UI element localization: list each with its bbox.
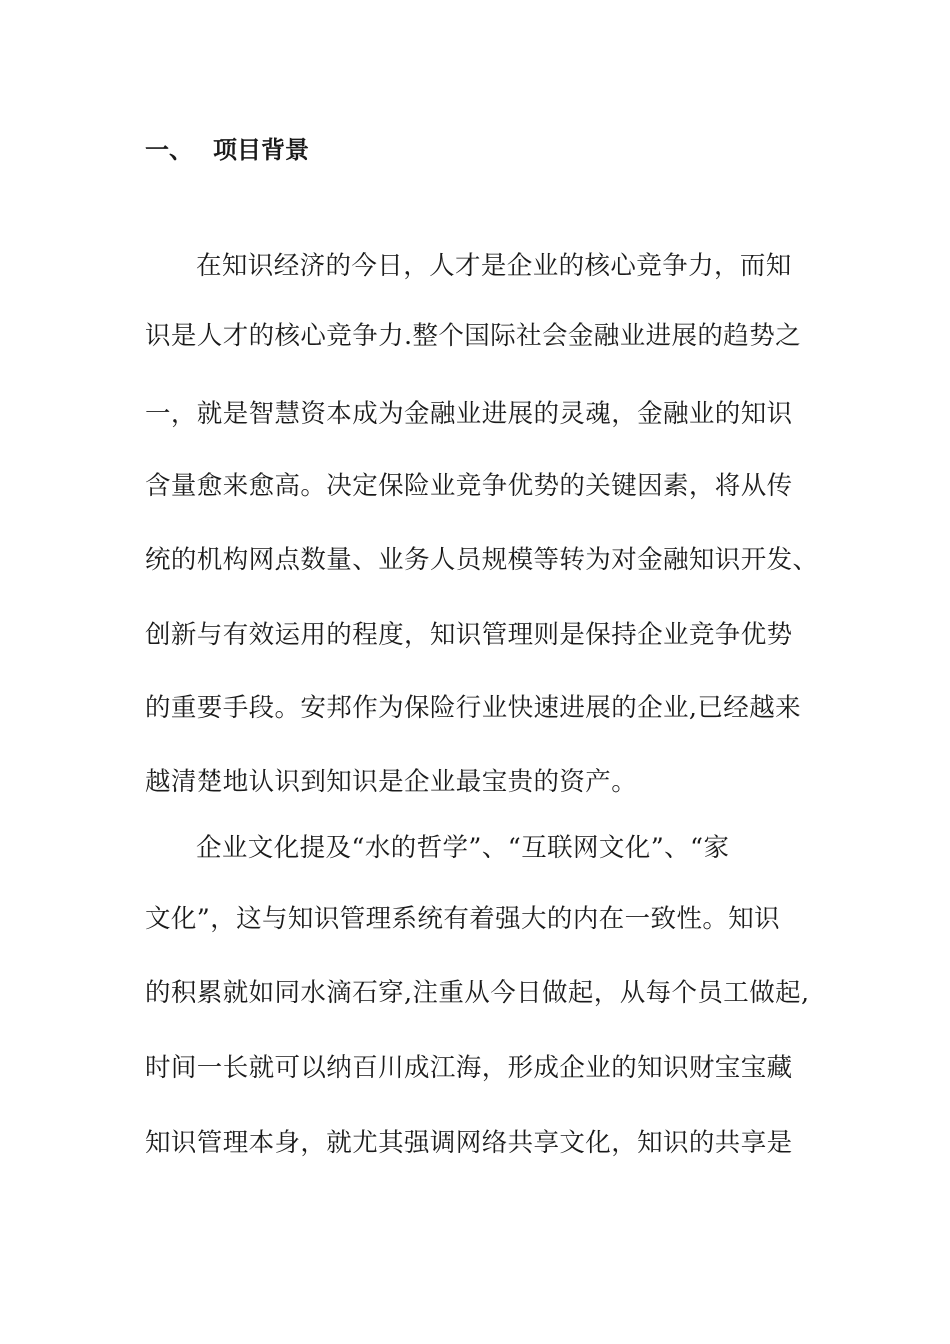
paragraph-1-line-8: 越清楚地认识到知识是企业最宝贵的资产。 bbox=[145, 767, 638, 797]
paragraph-2-line-5: 知识管理本身，就尤其强调网络共享文化，知识的共享是 bbox=[145, 1128, 793, 1158]
paragraph-2-line-1: 企业文化提及“水的哲学”、“互联网文化”、“家 bbox=[196, 833, 730, 863]
paragraph-2-line-4: 时间一长就可以纳百川成江海，形成企业的知识财宝宝藏 bbox=[145, 1053, 793, 1083]
paragraph-1-line-2: 识是人才的核心竞争力.整个国际社会金融业进展的趋势之 bbox=[145, 321, 802, 351]
paragraph-2-line-2: 文化”，这与知识管理系统有着强大的内在一致性。知识 bbox=[145, 904, 781, 934]
paragraph-1-line-4: 含量愈来愈高。决定保险业竞争优势的关键因素，将从传 bbox=[145, 471, 793, 501]
section-heading bbox=[145, 130, 309, 170]
paragraph-2-line-3: 的积累就如同水滴石穿,注重从今日做起，从每个员工做起, bbox=[145, 978, 810, 1008]
paragraph-1-line-5: 统的机构网点数量、业务人员规模等转为对金融知识开发、 bbox=[145, 545, 819, 575]
section-number: 一、 bbox=[145, 135, 193, 164]
paragraph-1-line-3: 一，就是智慧资本成为金融业进展的灵魂，金融业的知识 bbox=[145, 399, 793, 429]
section-title: 项目背景 bbox=[213, 135, 309, 164]
paragraph-1-line-6: 创新与有效运用的程度，知识管理则是保持企业竞争优势 bbox=[145, 620, 793, 650]
paragraph-1-line-7: 的重要手段。安邦作为保险行业快速进展的企业,已经越来 bbox=[145, 693, 802, 723]
paragraph-1-line-1: 在知识经济的今日，人才是企业的核心竞争力，而知 bbox=[196, 251, 792, 281]
